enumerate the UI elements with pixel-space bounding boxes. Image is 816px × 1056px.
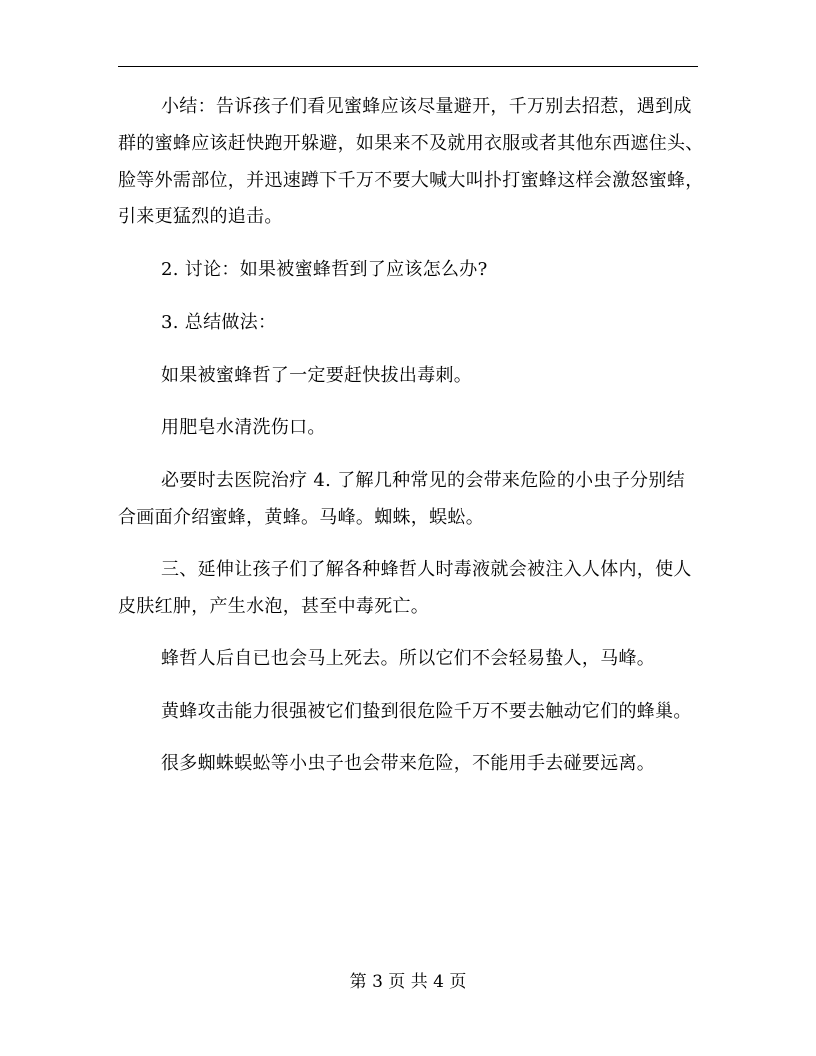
page-number-footer: 第 3 页 共 4 页 bbox=[349, 972, 467, 992]
header-rule bbox=[118, 66, 698, 67]
paragraph-bee-dies: 蜂哲人后自已也会马上死去。所以它们不会轻易蛰人，马峰。 bbox=[161, 648, 656, 669]
paragraph-clean-wound: 用肥皂水清洗伤口。 bbox=[161, 417, 326, 438]
paragraph-wasp-attack: 黄蜂攻击能力很强被它们蛰到很危险千万不要去触动它们的蜂巢。 bbox=[161, 701, 692, 722]
paragraph-hospital-line-2: 合画面介绍蜜蜂，黄蜂。马峰。蜘蛛，蜈蚣。 bbox=[118, 507, 484, 528]
paragraph-summary-method: 3. 总结做法： bbox=[161, 312, 277, 333]
paragraph-extension-line-1: 三、延伸让孩子们了解各种蜂哲人时毒液就会被注入人体内，使人 bbox=[161, 559, 692, 580]
paragraph-line-summary-3: 脸等外需部位，并迅速蹲下千万不要大喊大叫扑打蜜蜂这样会激怒蜜蜂， bbox=[118, 170, 704, 191]
paragraph-hospital-line-1: 必要时去医院治疗 4. 了解几种常见的会带来危险的小虫子分别结 bbox=[161, 470, 685, 491]
paragraph-extension-line-2: 皮肤红肿，产生水泡，甚至中毒死亡。 bbox=[118, 596, 430, 617]
paragraph-stay-away: 很多蜘蛛蜈蚣等小虫子也会带来危险，不能用手去碰要远离。 bbox=[161, 753, 656, 774]
paragraph-line-summary-4: 引来更猛烈的追击。 bbox=[118, 206, 283, 227]
paragraph-remove-sting: 如果被蜜蜂哲了一定要赶快拔出毒刺。 bbox=[161, 365, 473, 386]
paragraph-discussion: 2. 讨论：如果被蜜蜂哲到了应该怎么办? bbox=[161, 259, 488, 280]
paragraph-line-summary-1: 小结：告诉孩子们看见蜜蜂应该尽量避开，千万别去招惹，遇到成 bbox=[161, 96, 692, 117]
paragraph-line-summary-2: 群的蜜蜂应该赶快跑开躲避，如果来不及就用衣服或者其他东西遮住头、 bbox=[118, 133, 704, 154]
